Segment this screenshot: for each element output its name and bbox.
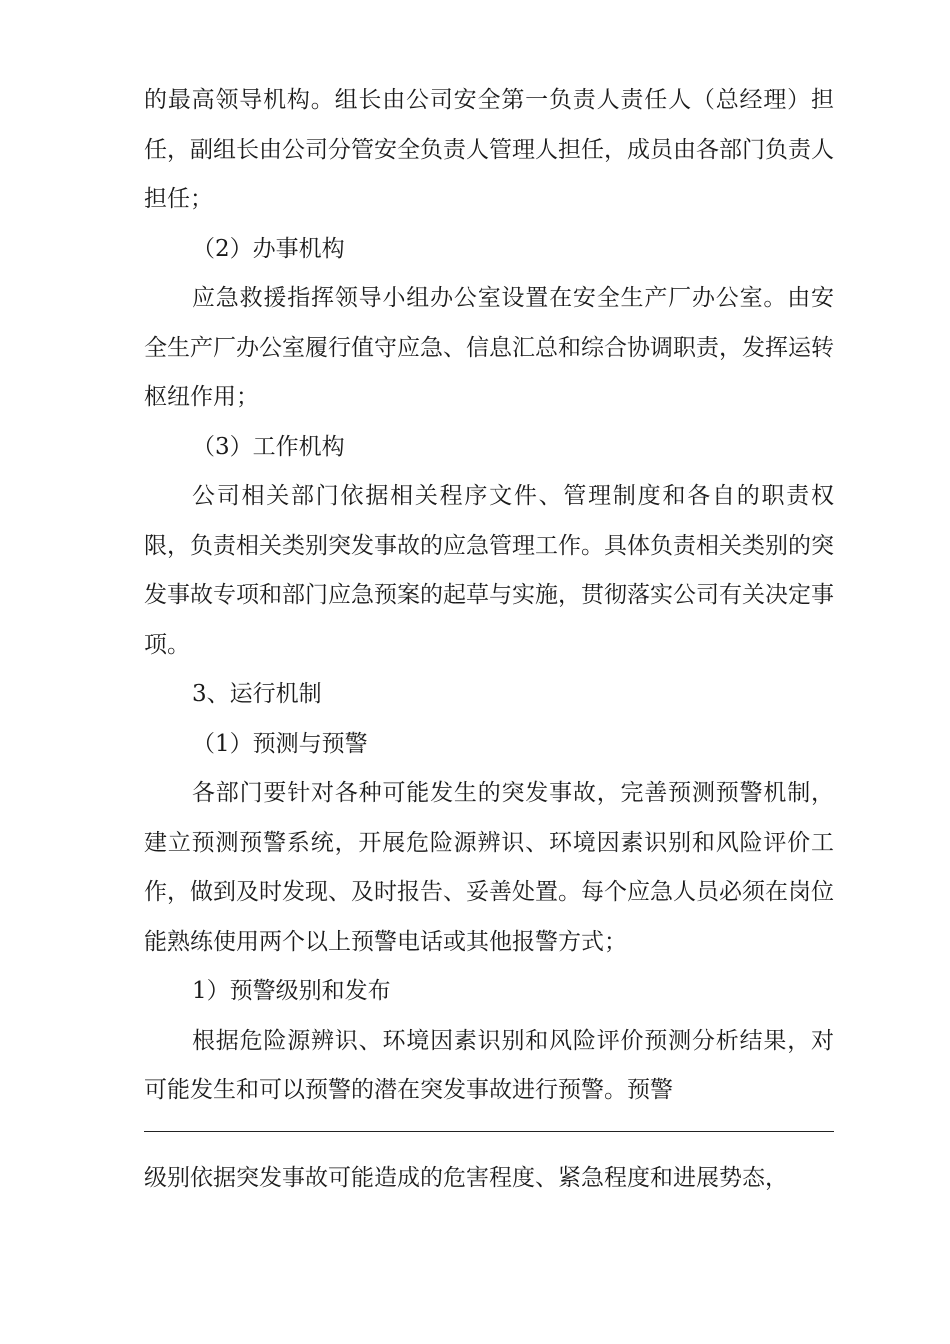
- paragraph-working-agency: 公司相关部门依据相关程序文件、管理制度和各自的职责权限，负责相关类别突发事故的应急管理工作。具体负责相关类别的突发事故专项和部门应急预案的起草与实施，贯彻落实公司有关决定事项。: [144, 483, 834, 658]
- paragraph-office-agency: 应急救援指挥领导小组办公室设置在安全生产厂办公室。由安全生产厂办公室履行值守应急、信息汇总和综合协调职责，发挥运转枢纽作用；: [144, 285, 834, 410]
- heading-operating-mechanism: 3、运行机制: [192, 681, 322, 707]
- paragraph-warning-level: 根据危险源辨识、环境因素识别和风险评价预测分析结果，对可能发生和可以预警的潜在突发事故进行预警。预警: [144, 1027, 834, 1103]
- page-divider: [144, 1131, 834, 1132]
- heading-warning-level: 1）预警级别和发布: [192, 978, 391, 1004]
- paragraph-leadership: 的最高领导机构。组长由公司安全第一负责人责任人（总经理）担任，副组长由公司分管安全负责人管理人担任，成员由各部门负责人担任；: [144, 87, 834, 212]
- document-body: [144, 76, 834, 1116]
- paragraph-forecast-warning: 各部门要针对各种可能发生的突发事故，完善预测预警机制，建立预测预警系统，开展危险源辨识、环境因素识别和风险评价工作，做到及时发现、及时报告、妥善处置。每个应急人员必须在岗位能熟练使用两个以上预警电话或其他报警方式；: [144, 780, 834, 955]
- heading-forecast-warning: （1）预测与预警: [192, 730, 368, 757]
- heading-working-agency: （3）工作机构: [192, 433, 345, 460]
- paragraph-continuation: 级别依据突发事故可能造成的危害程度、紧急程度和进展势态，: [144, 1165, 788, 1191]
- heading-office-agency: （2）办事机构: [192, 235, 345, 262]
- next-page-fragment: [144, 1154, 834, 1204]
